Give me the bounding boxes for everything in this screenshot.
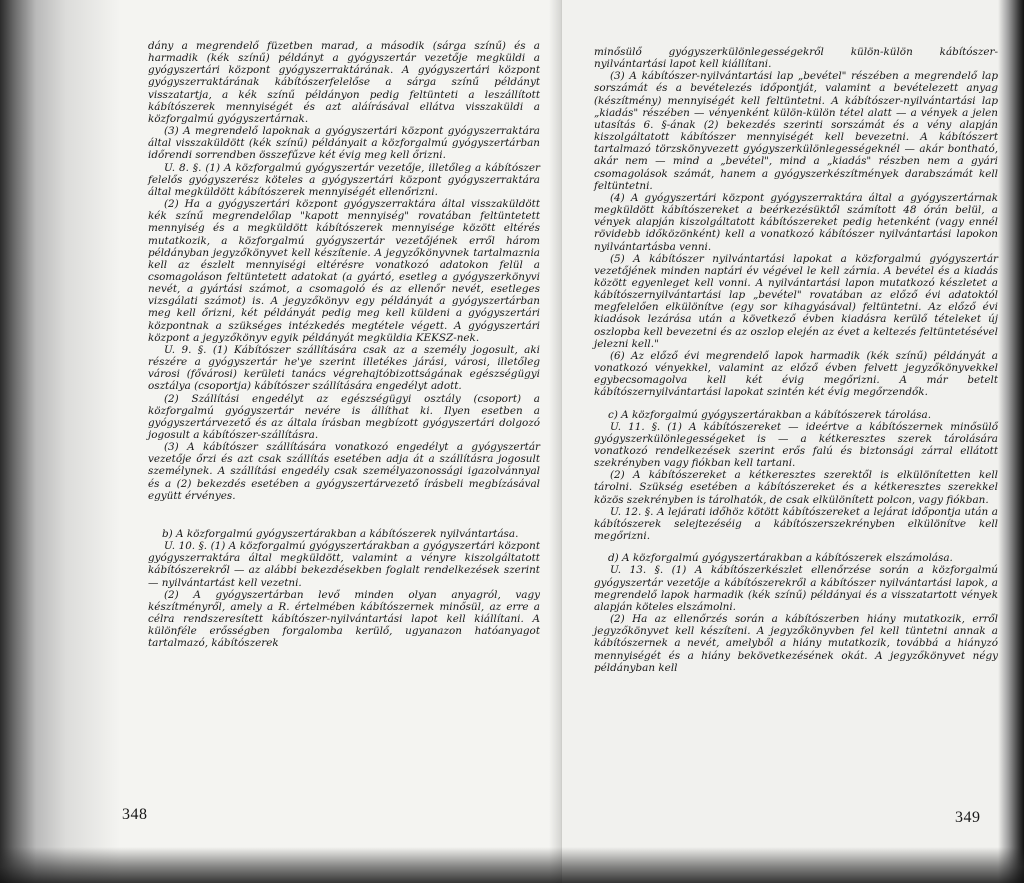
paragraph: (2) A kábítószereket a kétkeresztes szerektől is elkülönítetten kell tárolni. Szükség esetében a kábítószereket és a kétkeresztes szerekkel közös szekrényben is tárolhatók, de csak elkülönített polcon, vagy fiókban. [594,469,998,506]
paragraph: U. 13. §. (1) A kábítószerkészlet ellenőrzése során a közforgalmú gyógyszertár vezetője a kábítószerekről a kábítószer nyilvántartási lapok, a megrendelő lapok harmadik (kék színű) példányai és a visszatartott vények alapján köteles elszámolni. [594,564,998,613]
paragraph: U. 12. §. A lejárati időhöz kötött kábítószereket a lejárat időpontja után a kábítószerek selejtezéséig a kábítószerszekrényben elkülönítve kell megőrizni. [594,505,998,543]
section-spacer [148,502,540,518]
paragraph: (2) Ha a gyógyszertári központ gyógyszerraktára által visszaküldött kék színű megrendelőlap "kapott mennyiség" rovatában feltüntetett mennyiség és a megküldött kábítószerek mennyisége között eltérés mutatkozik, a közforgalmú gyógyszertár vezetőjének erről három példányban jegyzőkönyvet kell készítenie. A jegyzőkönyvnek tartalmaznia kell az észlelt mennyiségi eltérésre vonatkozó adatokon felül a csomagoláson feltüntetett adatokat (a gyártó, esetleg a gyógyszerkönyvi nevét, a gyártási számot, a csomagoló és az ellenőr nevét, esetleges vizsgálati számot) is. A jegyzőkönyv egy példányát a gyógyszertárban meg kell őrizni, két példányát pedig meg kell küldeni a gyógyszertári központnak a szükséges intézkedés megtétele végett. A gyógyszertári központ a jegyzőkönyv egyik példányát megküldia KEKSZ-nek. [148,198,540,344]
paragraph: (2) Szállítási engedélyt az egészségügyi osztály (csoport) a közforgalmú gyógyszertár nevére is állíthat ki. Ilyen esetben a gyógyszertárvezető és az általa írásban megbízott gyógyszertári dolgozó jogosult a kábítószer-szállításra. [148,392,540,441]
page-number-right: 349 [955,809,981,826]
right-text-column [594,46,998,674]
page-number-left: 348 [122,806,148,823]
scan-bottom-edge [0,847,1024,883]
paragraph: (3) A kábítószer-nyilvántartási lap „bevétel" részében a megrendelő lap sorszámát és a bevételezés időpontját, valamint a bevételezett anyag (készítmény) mennyiségét kell feltüntetni. A kábítószer-nyilvántartási lap „kiadás" részében — vényenként külön-külön tétel alatt — a vények a jelen utasítás 6. §-ának (2) bekezdés szerinti sorszámát és a vény alapján kiszolgáltatott kábítószer mennyiségét kell bevezetni. A kábítószert tartalmazó törzskönyvezett gyógyszerkülönlegességeknél — akár bontható, akár nem — mind a „bevétel", mind a „kiadás" részben nem a gyári csomagolások számát, hanem a gyógyszerkészítmények darabszámát kell feltüntetni. [594,70,998,192]
left-text-column [148,40,540,650]
paragraph: minősülő gyógyszerkülönlegességekről külön-külön kábítószer-nyilvántartási lapot kell kiállítani. [594,46,998,71]
paragraph: U. 11. §. (1) A kábítószereket — ideértve a kábítószernek minősülő gyógyszerkülönlegességeket is — a kétkeresztes szerek tárolására vonatkozó rendelkezések szerint erős falú és biztonsági zárral ellátott szekrényben vagy fiókban kell tartani. [594,420,998,470]
paragraph: U. 9. §. (1) Kábítószer szállítására csak az a személy jogosult, aki részére a gyógyszertár he'ye szerint illetékes járási, városi, illetőleg városi (fővárosi) kerületi tanács végrehajtóbizottságának egészségügyi osztálya (csoportja) kábítószer szállítására engedélyt adott. [148,343,540,393]
paragraph: (2) A gyógyszertárban levő minden olyan anyagról, vagy készítményről, amely a R. értelmében kábítószernek minősül, az erre a célra rendszeresített kábítószer-nyilvántartási lapot kell kiállítani. A különféle erősségben forgalomba kerülő, ugyanazon hatóanyagot tartalmazó, kábítószerek [148,588,540,650]
section-heading-b: b) A közforgalmú gyógyszertárakban a kábítószerek nyilvántartása. [162,527,519,540]
paragraph: (5) A kábítószer nyilvántartási lapokat a közforgalmú gyógyszertár vezetőjének minden naptári év végével le kell zárnia. A bevétel és a kiadás között egyenleget kell vonni. A nyilvántartási lapon mutatkozó készletet a kábítószernyilvántartási lap „bevétel" rovatában az előző évi adatoktól megfelelően elkülönítve (egy sor kihagyásával) feltüntetni. Az előző évi kiadások lezárása után a következő évben kiadásra kerülő tételeket új oszlopba kell bevezetni és az oszlop elején az évet a keltezés feltüntetésével jelezni kell." [594,252,998,350]
paragraph: (3) A megrendelő lapoknak a gyógyszertári központ gyógyszerraktára által visszaküldött (kék színű) példányait a közforgalmú gyógyszertárban időrendi sorrendben összefűzve két évig meg kell őrizni. [148,125,540,162]
paragraph: dány a megrendelő füzetben marad, a második (sárga színű) és a harmadik (kék színű) példányt a gyógyszertár vezetője megküldi a gyógyszertári központ gyógyszerraktárának. A gyógyszertári központ gyógyszerraktárának kábítószerfelelőse a sárga színű példányt visszatartja, a kék színű példányon pedig feltünteti a leszállított kábítószerek mennyiségét és azt aláírásával ellátva visszaküldi a közforgalmú gyógyszertárnak. [148,40,540,125]
section-heading-d: d) A közforgalmú gyógyszertárakban a kábítószerek elszámolása. [608,552,953,565]
paragraph: (4) A gyógyszertári központ gyógyszerraktára által a gyógyszertárnak megküldött kábítószereket a beérkezésüktől számított 48 órán belül, a vények alapján kiszolgáltatott kábítószereket pedig hetenként (vagy ennél rövidebb időközönként) kell a vonatkozó kábítószer nyilvántartási lapokon nyilvántartásba venni. [594,191,998,253]
binding-shadow-right [998,0,1024,883]
paragraph: U. 8. §. (1) A közforgalmú gyógyszertár vezetője, illetőleg a kábítószer felelős gyógyszerész köteles a gyógyszertári központ gyógyszerraktára által megküldött kábítószerek mennyiségét ellenőrizni. [148,161,540,198]
section-heading-c: c) A közforgalmú gyógyszertárakban a kábítószerek tárolása. [608,408,931,421]
paragraph: (2) Ha az ellenőrzés során a kábítószerben hiány mutatkozik, erről jegyzőkönyvet kell készíteni. A jegyzőkönyvben fel kell tüntetni annak a kábítószernek a nevét, amelyből a hiány mutatkozik, továbbá a hiányzó mennyiségét és a hiány bekövetkezésének okát. A jegyzőkönyvet négy példányban kell [594,613,998,674]
paragraph: (6) Az előző évi megrendelő lapok harmadik (kék színű) példányát a vonatkozó vényekkel, valamint az előző évben felvett jegyzőkönyvekkel egybecsomagolva kell két évig megőrizni. A már betelt kábítószernyilvántartási lapokat szintén két évig megőrzendők. [594,349,998,399]
binding-shadow-left [0,0,120,883]
paragraph: (3) A kábítószer szállítására vonatkozó engedélyt a gyógyszertár vezetője őrzi és azt csak szállítás esetében adja át a szállításra jogosult személynek. A szállítási engedély csak személyazonossági igazolvánnyal és a (2) bekezdés esetében a gyógyszertárvezető írásbeli megbízásával együtt érvényes. [148,441,540,502]
paragraph: U. 10. §. (1) A közforgalmú gyógyszertárakban a gyógyszertári központ gyógyszerraktára által megküldött, valamint a vényre kiszolgáltatott kábítószerekről — az alábbi bekezdésekben foglalt rendelkezések szerint — nyilvántartást kell vezetni. [148,540,540,589]
